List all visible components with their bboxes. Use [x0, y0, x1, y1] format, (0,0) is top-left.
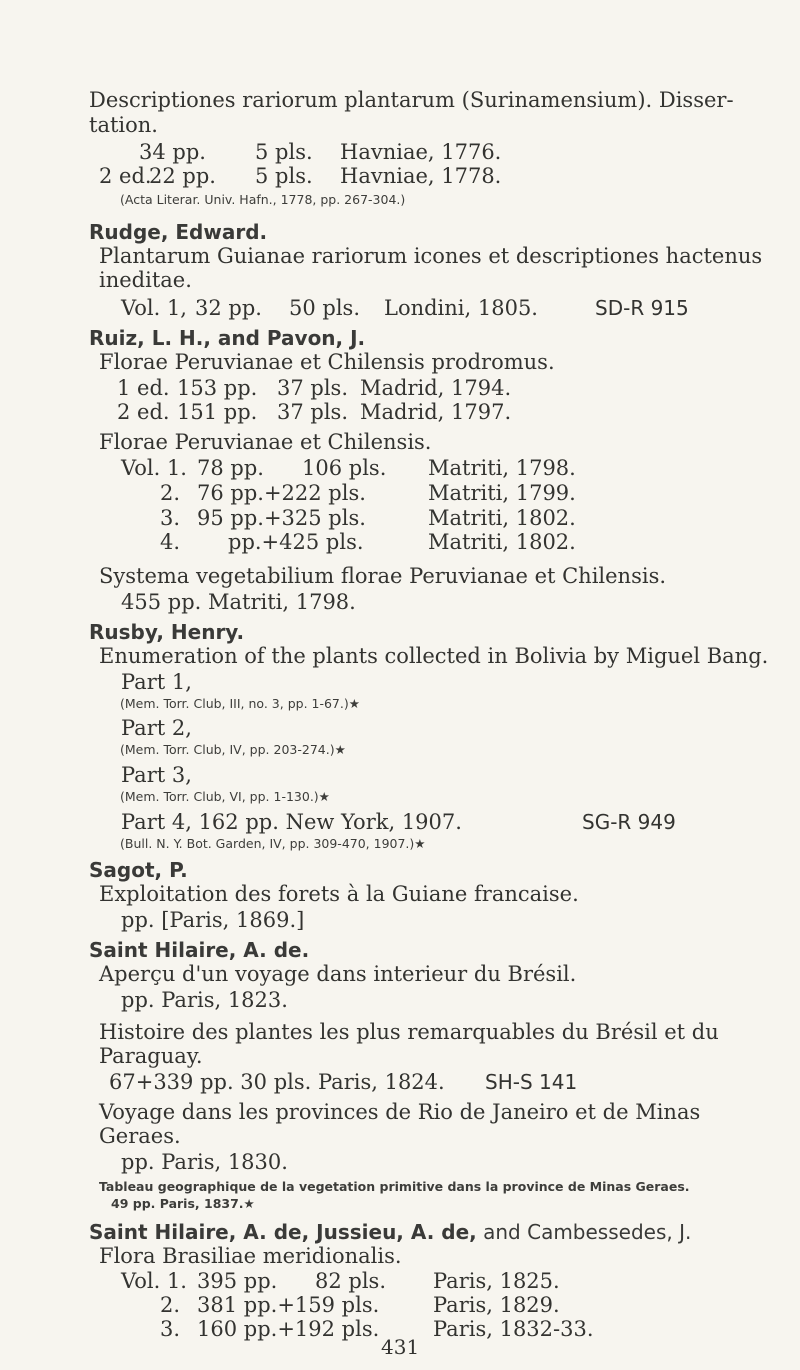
entry-title-line: Plantarum Guianae rariorum icones et descriptiones hactenus: [99, 244, 763, 268]
publication-line: pp. Paris, 1823.: [121, 988, 288, 1012]
entry-title-line: Histoire des plantes les plus remarquables du Brésil et du: [99, 1020, 719, 1044]
author-heading: Rudge, Edward.: [89, 220, 268, 244]
call-number: SH-S 141: [485, 1070, 578, 1094]
author-heading: Sagot, P.: [89, 858, 188, 882]
page-number: 431: [381, 1335, 420, 1359]
publication-line: pp. [Paris, 1869.]: [121, 908, 305, 932]
entry-title-line: ineditae.: [99, 268, 192, 292]
source-note: (Acta Literar. Univ. Hafn., 1778, pp. 267-304.): [120, 192, 406, 207]
entry-title-line: Flora Brasiliae meridionalis.: [99, 1244, 402, 1268]
entry-title-line: Voyage dans les provinces de Rio de Janeiro et de Minas: [99, 1100, 701, 1124]
author-heading: Saint Hilaire, A. de.: [89, 938, 310, 962]
entry-title-line: Florae Peruvianae et Chilensis.: [99, 430, 432, 454]
entry-title-line: Exploitation des forets à la Guiane francaise.: [99, 882, 579, 906]
entry-title-line: Descriptiones rariorum plantarum (Surinamensium). Disser-: [89, 88, 734, 112]
source-note: (Bull. N. Y. Bot. Garden, IV, pp. 309-470, 1907.)★: [120, 836, 426, 851]
author-heading: Saint Hilaire, A. de, Jussieu, A. de, and Cambessedes, J.: [89, 1220, 692, 1244]
entry-title-line: Aperçu d'un voyage dans interieur du Brésil.: [99, 962, 577, 986]
entry-title-line: tation.: [89, 113, 158, 137]
entry-title-line: Paraguay.: [99, 1044, 203, 1068]
entry-title-line: Enumeration of the plants collected in Bolivia by Miguel Bang.: [99, 644, 769, 668]
entry-title-line: Systema vegetabilium florae Peruvianae et Chilensis.: [99, 564, 667, 588]
author-heading: Rusby, Henry.: [89, 620, 245, 644]
source-note: (Mem. Torr. Club, III, no. 3, pp. 1-67.)★: [120, 696, 360, 711]
part-line: Part 3,: [121, 763, 192, 787]
entry-title-line: Geraes.: [99, 1124, 181, 1148]
author-heading: Ruiz, L. H., and Pavon, J.: [89, 326, 366, 350]
entry-title-line: Florae Peruvianae et Chilensis prodromus.: [99, 350, 555, 374]
publication-line: 67+339 pp. 30 pls. Paris, 1824.: [109, 1070, 445, 1094]
source-note: (Mem. Torr. Club, IV, pp. 203-274.)★: [120, 742, 346, 757]
source-note: Tableau geographique de la vegetation primitive dans la province de Minas Geraes.: [99, 1179, 690, 1194]
bibliography-page: Descriptiones rariorum plantarum (Surinamensium). Disser- tation. 34 pp. 5 pls. Havniae, 1776. 2 ed. 22 pp. 5 pls. Havniae, 1778. (Acta Literar. Univ. Hafn., 1778, pp. 267-304.) Rudge, Edward. Plantarum Guianae rariorum icones et descriptiones hactenus ineditae. Vol. 1, 32 pp. 50 pls. Londini, 1805. SD-R 915 Ruiz, L. H., and Pavon, J. Florae Peruvianae et Chilensis prodromus. 1 ed. 153 pp. 37 pls. Madrid, 1794. 2 ed. 151 pp. 37 pls. Madrid, 1797. Florae Peruvianae et Chilensis. Vol. 1. 78 pp. 106 pls. Matriti, 1798. 2. 76 pp.+222 pls. Matriti, 1799. 3. 95 pp.+325 pls. Matriti, 1802. 4. pp.+425 pls. Matriti, 1802. Systema vegetabilium florae Peruvianae et Chilensis. 455 pp. Matriti, 1798. Rusby, Henry. Enumeration of the plants collected in Bolivia by Miguel Bang. Part 1, (Mem. Torr. Club, III, no. 3, pp. 1-67.)★ Part 2, (Mem. Torr. Club, IV, pp. 203-274.)★ Part 3, (Mem. Torr. Club, VI, pp. 1-130.)★ Part 4, 162 pp. New York, 1907. SG-R 949 (Bull. N. Y. Bot. Garden, IV, pp. 309-470, 1907.)★ Sagot, P. Exploitation des forets à la Guiane francaise. pp. [Paris, 1869.] Saint Hilaire, A. de. Aperçu d'un voyage dans interieur du Brésil. pp. Paris, 1823. Histoire des plantes les plus remarquables du Brésil et du Paraguay. 67+339 pp. 30 pls. Paris, 1824. SH-S 141 Voyage dans les provinces de Rio de Janeiro et de Minas Geraes. pp. Paris, 1830. Tableau geographique de la vegetation primitive dans la province de Minas Geraes. 49 pp. Paris, 1837.★ Saint Hilaire, A. de, Jussieu, A. de, and Cambessedes, J. Flora Brasiliae meridionalis. Vol. 1. 395 pp. 82 pls. Paris, 1825. 2. 381 pp.+159 pls. Paris, 1829. 3. 160 pp.+192 pls. Paris, 1832-33. 431: [89, 88, 769, 1359]
publication-line: 455 pp. Matriti, 1798.: [121, 590, 356, 614]
call-number: SG-R 949: [582, 810, 676, 834]
call-number: SD-R 915: [595, 296, 689, 320]
part-line: Part 1,: [121, 670, 192, 694]
publication-line: pp. Paris, 1830.: [121, 1150, 288, 1174]
source-note: 49 pp. Paris, 1837.★: [111, 1196, 255, 1211]
part-line: Part 2,: [121, 716, 192, 740]
source-note: (Mem. Torr. Club, VI, pp. 1-130.)★: [120, 789, 330, 804]
part-line: Part 4, 162 pp. New York, 1907.: [121, 810, 462, 834]
